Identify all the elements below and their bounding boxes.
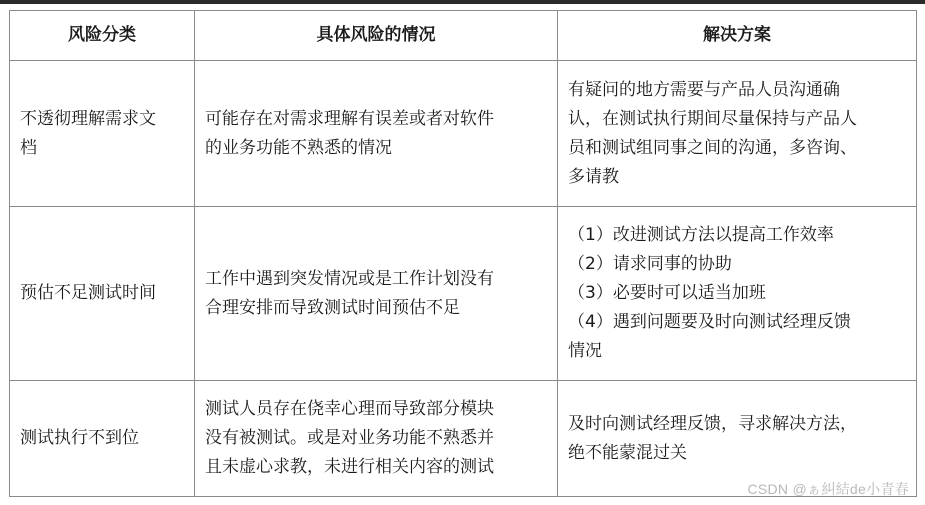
risk-table <box>9 10 917 497</box>
cell-line: （1）改进测试方法以提高工作效率 <box>568 225 834 245</box>
cell-line: 工作中遇到突发情况或是工作计划没有 <box>205 268 494 289</box>
cell-line: 员和测试组同事之间的沟通，多咨询、 <box>568 137 857 158</box>
cell-line: 测试人员存在侥幸心理而导致部分模块 <box>205 399 494 419</box>
cell-line: 多请教 <box>568 166 619 187</box>
header-solution: 解决方案 <box>558 11 917 61</box>
risk-description-cell <box>195 61 558 207</box>
cell-line: 不透彻理解需求文 <box>20 108 156 129</box>
cell-line: 有疑问的地方需要与产品人员沟通确 <box>568 79 840 100</box>
csdn-watermark: CSDN @ぁ糾結de小青春 <box>747 481 909 497</box>
risk-description-cell <box>195 207 558 381</box>
cell-line: 档 <box>20 137 37 158</box>
cell-line: 预估不足测试时间 <box>20 283 156 303</box>
cell-line: 合理安排而导致测试时间预估不足 <box>205 297 460 318</box>
cell-line: 认，在测试执行期间尽量保持与产品人 <box>568 108 857 129</box>
risk-category-cell <box>10 381 195 497</box>
cell-line: 没有被测试。或是对业务功能不熟悉并 <box>205 428 494 448</box>
cell-line: （4）遇到问题要及时向测试经理反馈 <box>568 312 851 332</box>
cell-line: 及时向测试经理反馈，寻求解决方法， <box>568 413 857 434</box>
cell-line: 的业务功能不熟悉的情况 <box>205 137 392 158</box>
header-category: 风险分类 <box>10 11 195 61</box>
header-row <box>10 11 917 61</box>
risk-solution-cell <box>558 207 917 381</box>
risk-category-cell <box>10 61 195 207</box>
risk-solution-cell <box>558 61 917 207</box>
cell-line: 且未虚心求教，未进行相关内容的测试 <box>205 457 494 477</box>
cell-line: 可能存在对需求理解有误差或者对软件 <box>205 108 494 129</box>
cell-line: （3）必要时可以适当加班 <box>568 283 766 303</box>
table-row <box>10 207 917 381</box>
cell-line: 测试执行不到位 <box>20 428 139 448</box>
cell-line: 情况 <box>568 341 602 361</box>
risk-category-cell <box>10 207 195 381</box>
table-row <box>10 61 917 207</box>
cell-line: 绝不能蒙混过关 <box>568 442 687 463</box>
risk-description-cell <box>195 381 558 497</box>
cell-line: （2）请求同事的协助 <box>568 254 732 274</box>
header-description: 具体风险的情况 <box>195 11 558 61</box>
